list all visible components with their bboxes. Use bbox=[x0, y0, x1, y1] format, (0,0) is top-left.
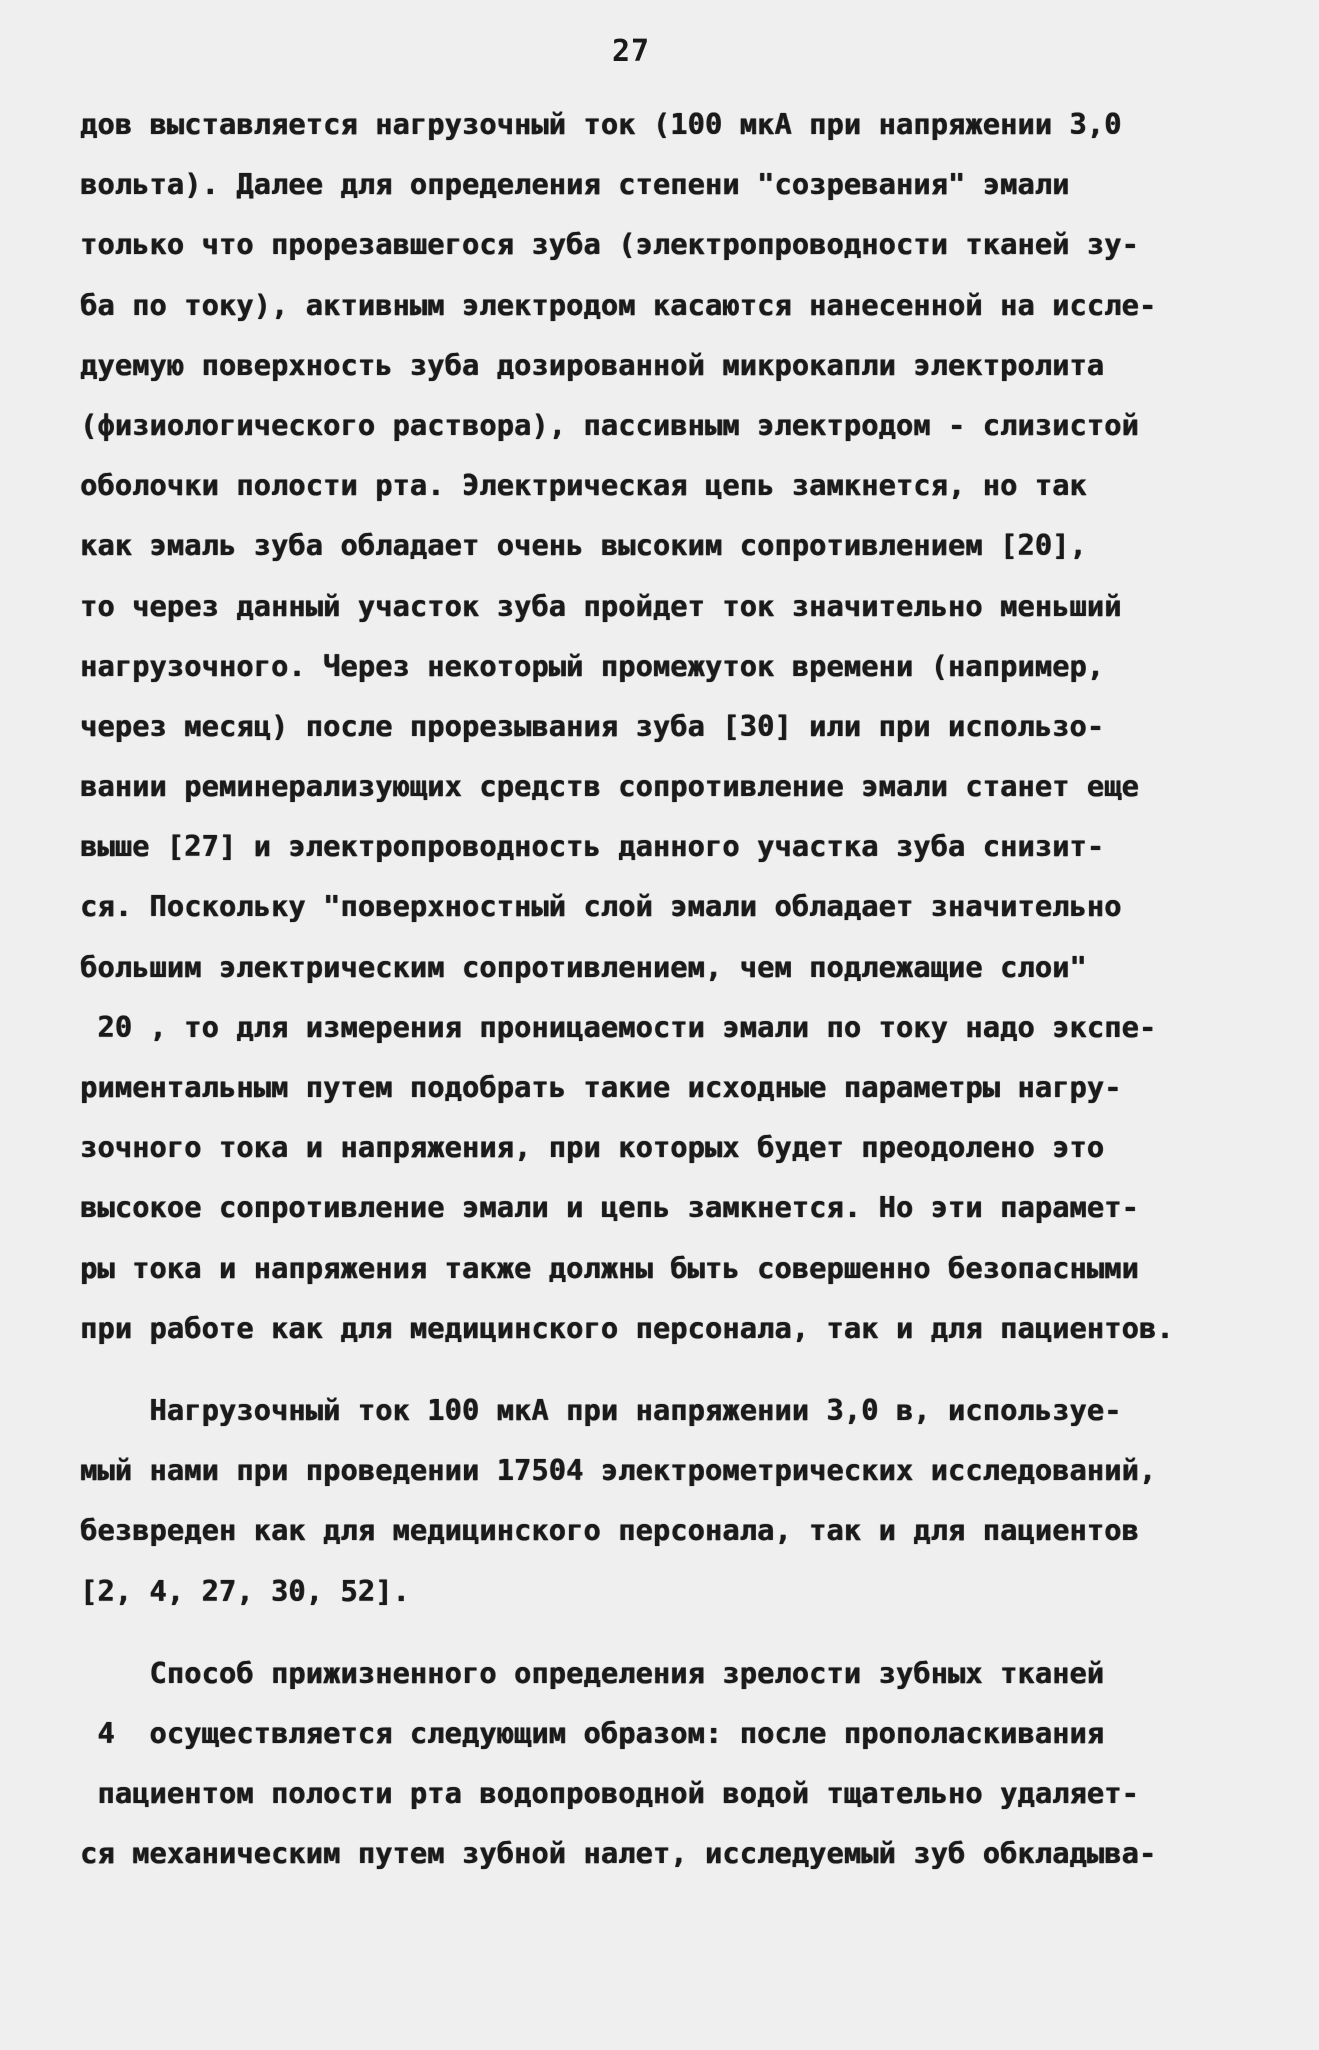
body-text bbox=[80, 95, 1250, 1884]
text-line: ся механическим путем зубной налет, исследуемый зуб обкладыва- bbox=[80, 1837, 1157, 1871]
page-number: 27 bbox=[612, 34, 651, 69]
text-line: 4 осуществляется следующим образом: после прополаскивания bbox=[80, 1716, 1105, 1750]
text-line: безвреден как для медицинского персонала, так и для пациентов bbox=[80, 1514, 1139, 1548]
text-line: ся. Поскольку "поверхностный слой эмали обладает значительно bbox=[80, 890, 1122, 924]
text-line: дов выставляется нагрузочный ток (100 мкА при напряжении 3,0 bbox=[80, 108, 1122, 141]
text-line: ры тока и напряжения также должны быть совершенно безопасными bbox=[80, 1251, 1139, 1285]
text-line: вании реминерализующих средств сопротивление эмали станет еще bbox=[80, 770, 1139, 804]
text-line: выше [27] и электропроводность данного участка зуба снизит- bbox=[80, 830, 1105, 864]
text-line: нагрузочного. Через некоторый промежуток времени (например, bbox=[80, 649, 1105, 683]
paragraph bbox=[80, 95, 1250, 1359]
text-line: риментальным путем подобрать такие исходные параметры нагру- bbox=[80, 1071, 1122, 1104]
text-line: дуемую поверхность зуба дозированной микрокапли электролита bbox=[80, 348, 1105, 382]
text-line: через месяц) после прорезывания зуба [30] или при использо- bbox=[80, 709, 1105, 743]
text-line: 20 , то для измерения проницаемости эмали по току надо экспе- bbox=[80, 1010, 1157, 1044]
text-line: только что прорезавшегося зуба (электропроводности тканей зу- bbox=[80, 228, 1139, 262]
paragraph bbox=[80, 1644, 1250, 1885]
text-line: оболочки полости рта. Электрическая цепь замкнется, но так bbox=[80, 469, 1087, 503]
text-line: большим электрическим сопротивлением, чем подлежащие слои" bbox=[80, 950, 1087, 984]
text-line: высокое сопротивление эмали и цепь замкнется. Но эти парамет- bbox=[80, 1191, 1139, 1225]
text-line: ба по току), активным электродом касаются нанесенной на иссле- bbox=[80, 288, 1157, 322]
text-line: [2, 4, 27, 30, 52]. bbox=[80, 1574, 410, 1608]
text-line: то через данный участок зуба пройдет ток значительно меньший bbox=[80, 589, 1122, 623]
text-line: как эмаль зуба обладает очень высоким сопротивлением [20], bbox=[80, 529, 1087, 563]
text-line: при работе как для медицинского персонала, так и для пациентов. bbox=[80, 1311, 1174, 1345]
text-line: Нагрузочный ток 100 мкА при напряжении 3,0 в, используе- bbox=[80, 1393, 1122, 1427]
text-line: зочного тока и напряжения, при которых будет преодолено это bbox=[80, 1131, 1105, 1165]
text-line: (физиологического раствора), пассивным электродом - слизистой bbox=[80, 408, 1139, 442]
text-line: мый нами при проведении 17504 электрометрических исследований, bbox=[80, 1454, 1157, 1488]
text-line: вольта). Далее для определения степени "созревания" эмали bbox=[80, 168, 1070, 202]
paragraph bbox=[80, 1381, 1250, 1622]
text-line: пациентом полости рта водопроводной водой тщательно удаляет- bbox=[80, 1777, 1139, 1811]
text-line: Способ прижизненного определения зрелости зубных тканей bbox=[80, 1656, 1105, 1690]
